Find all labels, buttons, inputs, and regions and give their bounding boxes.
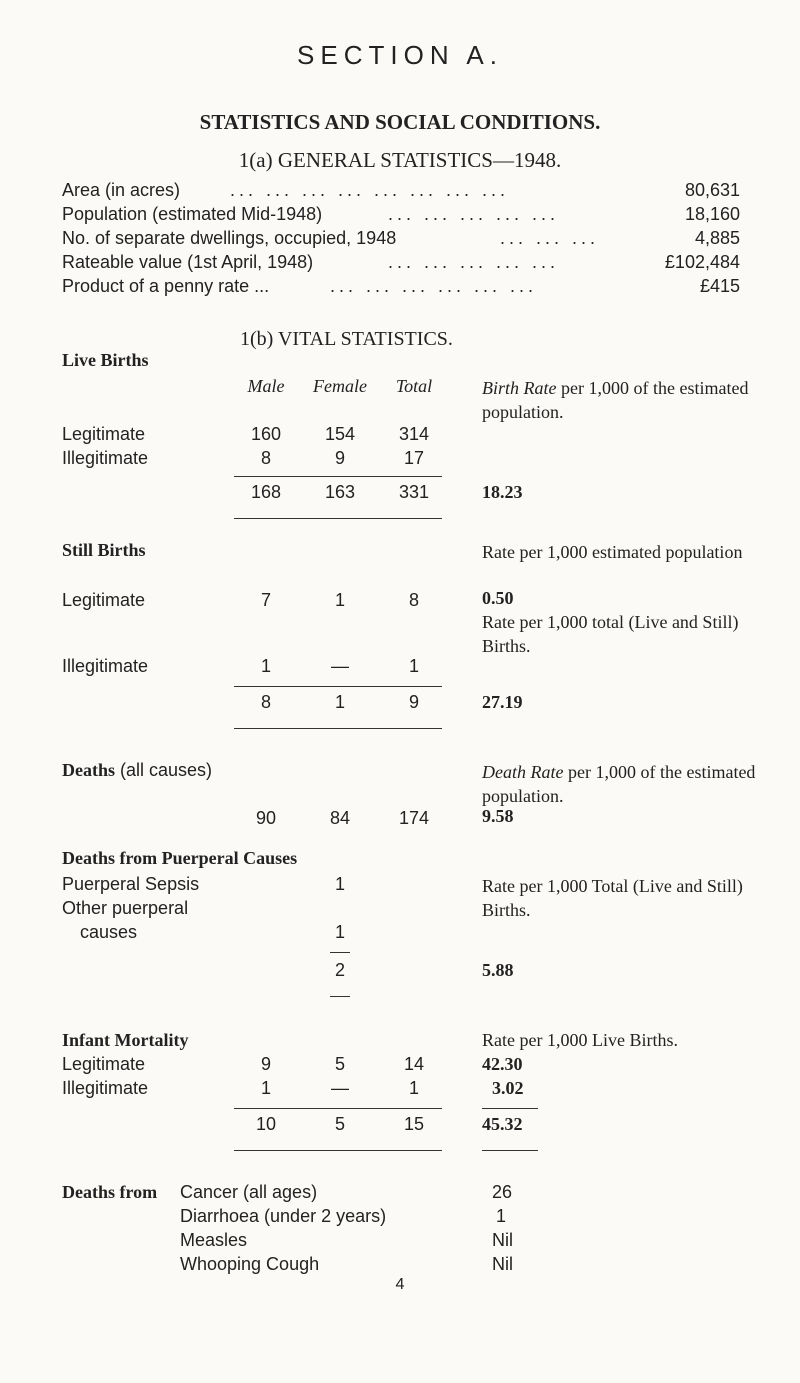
rule	[234, 1108, 442, 1109]
puerperal-heading: Deaths from Puerperal Causes	[62, 848, 298, 868]
row-label: Legitimate	[62, 590, 146, 610]
leader-dots: ... ... ... ... ... ...	[330, 276, 538, 296]
cell-rate: 42.30	[482, 1054, 523, 1074]
still-rate2-value: 27.19	[482, 692, 523, 712]
general-row-value: 18,160	[684, 204, 740, 224]
total-male: 8	[260, 692, 271, 712]
row-label: Whooping Cough	[180, 1254, 320, 1274]
cell-male: 1	[260, 1078, 271, 1098]
cell-value: 1	[334, 922, 345, 942]
row-label: Measles	[180, 1230, 248, 1250]
death-rate-label	[482, 760, 757, 808]
cell-female: 9	[334, 448, 345, 468]
general-row-label: No. of separate dwellings, occupied, 1948	[62, 228, 397, 248]
birth-rate-label-italic: Birth Rate	[482, 378, 557, 398]
rule	[234, 518, 442, 519]
row-label: causes	[80, 922, 138, 942]
section-title: SECTION A.	[297, 40, 503, 70]
total-total: 15	[403, 1114, 425, 1134]
row-label: Cancer (all ages)	[180, 1182, 318, 1202]
cell-male: 1	[260, 656, 271, 676]
cell-total: 8	[408, 590, 419, 610]
rule	[234, 728, 442, 729]
rule	[234, 1150, 442, 1151]
cell-value: 1	[496, 1206, 507, 1226]
cell-total: 1	[408, 656, 419, 676]
other-deaths-heading: Deaths from	[62, 1182, 158, 1202]
birth-rate-value: 18.23	[482, 482, 523, 502]
live-births-heading: Live Births	[62, 350, 149, 370]
cell-total: 14	[403, 1054, 425, 1074]
col-total: Total	[395, 376, 433, 396]
col-male: Male	[247, 376, 285, 396]
deaths-heading-rest: (all causes)	[115, 760, 213, 780]
cell-value: 1	[334, 874, 345, 894]
general-statistics-title: 1(a) GENERAL STATISTICS—1948.	[238, 148, 562, 172]
cell-male: 7	[260, 590, 271, 610]
still-rate1-value: 0.50	[482, 588, 514, 608]
cell-female: 1	[334, 590, 345, 610]
rule	[330, 952, 350, 953]
total-male: 10	[255, 1114, 277, 1134]
total-female: 163	[324, 482, 356, 502]
general-row-value: £102,484	[664, 252, 740, 272]
deaths-female: 84	[329, 808, 351, 828]
rule	[482, 1108, 538, 1109]
row-label: Puerperal Sepsis	[62, 874, 200, 894]
birth-rate-label-rest: per 1,000 of the estimated population.	[482, 378, 749, 422]
total-female: 5	[334, 1114, 345, 1134]
row-label: Legitimate	[62, 424, 146, 444]
rule	[482, 1150, 538, 1151]
cell-value: Nil	[492, 1230, 513, 1250]
cell-value: 26	[492, 1182, 513, 1202]
total-total: 331	[398, 482, 430, 502]
rule	[330, 996, 350, 997]
general-row-label: Area (in acres)	[62, 180, 181, 200]
infant-mortality-heading: Infant Mortality	[62, 1030, 189, 1050]
puerperal-rate-value: 5.88	[482, 960, 514, 980]
general-row-label: Product of a penny rate ...	[62, 276, 270, 296]
rule	[234, 476, 442, 477]
cell-value: Nil	[492, 1254, 513, 1274]
general-row-value: £415	[699, 276, 740, 296]
rule	[234, 686, 442, 687]
col-female: Female	[313, 376, 367, 396]
row-label: Illegitimate	[62, 1078, 149, 1098]
row-label: Diarrhoea (under 2 years)	[180, 1206, 387, 1226]
cell-male: 160	[250, 424, 282, 444]
still-rate2-label: Rate per 1,000 total (Live and Still) Births.	[482, 612, 739, 656]
row-label: Illegitimate	[62, 448, 149, 468]
total-female: 1	[334, 692, 345, 712]
cell-female: 154	[324, 424, 356, 444]
cell-total: 17	[403, 448, 425, 468]
deaths-heading-bold: Deaths	[62, 760, 115, 780]
infant-rate-label: Rate per 1,000 Live Births.	[482, 1030, 678, 1050]
row-label: Illegitimate	[62, 656, 149, 676]
page-number: 4	[395, 1276, 405, 1293]
cell-total: 314	[398, 424, 430, 444]
death-rate-label-rest: per 1,000 of the estimated population.	[482, 762, 756, 806]
death-rate-label-italic: Death Rate	[482, 762, 564, 782]
puerperal-rate-label: Rate per 1,000 Total (Live and Still) Births.	[482, 876, 743, 920]
deaths-total: 174	[398, 808, 430, 828]
still-rate1-label: Rate per 1,000 estimated population	[482, 542, 743, 562]
total-total: 9	[408, 692, 419, 712]
cell-rate: 3.02	[492, 1078, 524, 1098]
general-row-label: Rateable value (1st April, 1948)	[62, 252, 314, 272]
deaths-male: 90	[255, 808, 277, 828]
puerperal-total: 2	[334, 960, 345, 980]
cell-female: —	[331, 656, 349, 676]
general-row-label: Population (estimated Mid-1948)	[62, 204, 323, 224]
birth-rate-label	[482, 376, 752, 424]
cell-male: 9	[260, 1054, 271, 1074]
still-births-heading: Still Births	[62, 540, 146, 560]
vital-statistics-title: 1(b) VITAL STATISTICS.	[240, 328, 453, 350]
leader-dots: ... ... ...	[500, 228, 600, 248]
leader-dots: ... ... ... ... ...	[388, 204, 560, 224]
total-male: 168	[250, 482, 282, 502]
cell-total: 1	[408, 1078, 419, 1098]
death-rate-value: 9.58	[482, 806, 514, 826]
main-title: STATISTICS AND SOCIAL CONDITIONS.	[199, 110, 601, 134]
row-label: Legitimate	[62, 1054, 146, 1074]
deaths-heading	[62, 760, 212, 781]
cell-female: 5	[334, 1054, 345, 1074]
cell-female: —	[331, 1078, 349, 1098]
leader-dots: ... ... ... ... ...	[388, 252, 560, 272]
row-label: Other puerperal	[62, 898, 189, 918]
cell-male: 8	[260, 448, 271, 468]
leader-dots: ... ... ... ... ... ... ... ...	[230, 180, 510, 200]
total-rate: 45.32	[482, 1114, 523, 1134]
general-row-value: 4,885	[694, 228, 740, 248]
general-row-value: 80,631	[684, 180, 740, 200]
